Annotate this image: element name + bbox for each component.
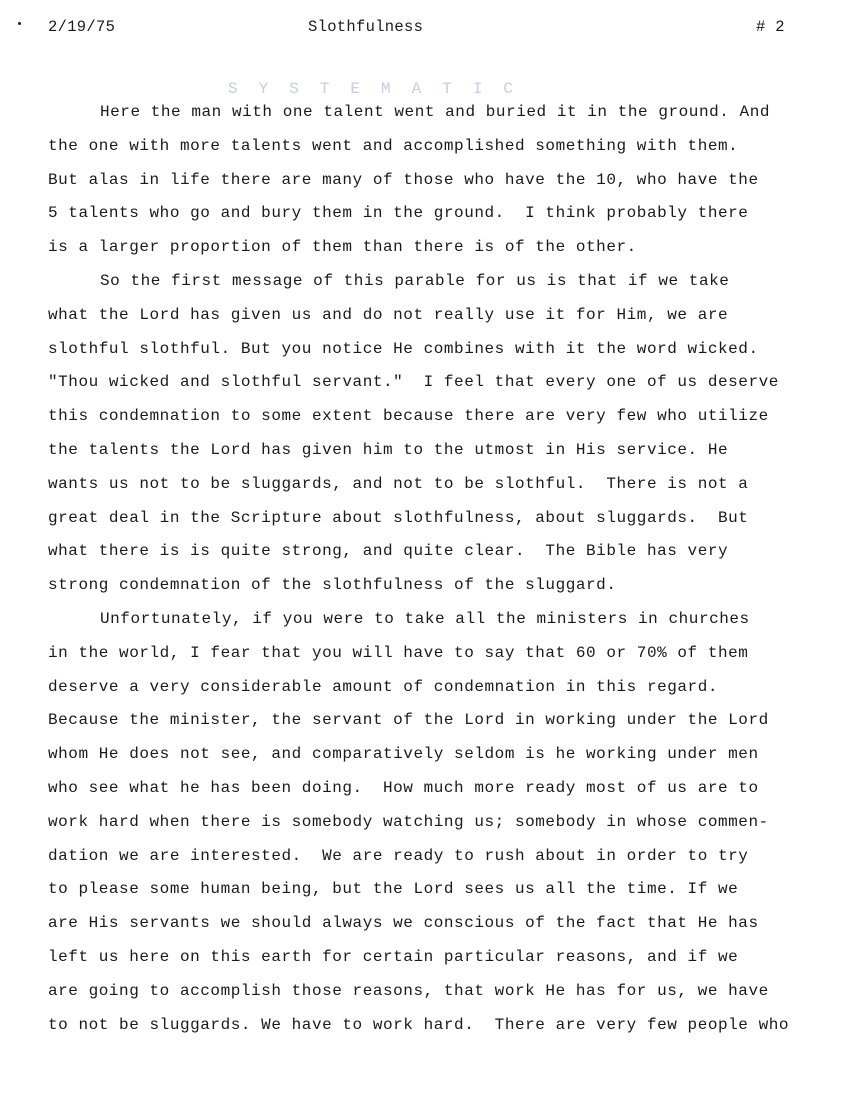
text-line: the one with more talents went and accomplished something with them. [48, 136, 739, 155]
text-line: in the world, I fear that you will have to say that 60 or 70% of them [48, 643, 749, 662]
margin-dot [18, 22, 21, 25]
text-line: deserve a very considerable amount of condemnation in this regard. [48, 677, 719, 696]
text-line: who see what he has been doing. How much more ready most of us are to [48, 778, 759, 797]
text-line: So the first message of this parable for us is that if we take [100, 271, 730, 290]
text-line: dation we are interested. We are ready to rush about in order to try [48, 846, 749, 865]
text-line: wants us not to be sluggards, and not to be slothful. There is not a [48, 474, 749, 493]
text-line: whom He does not see, and comparatively seldom is he working under men [48, 745, 759, 764]
show-through-text: SYSTEMATIC [228, 80, 535, 98]
text-line: Here the man with one talent went and buried it in the ground. And [100, 103, 771, 121]
text-line: are going to accomplish those reasons, that work He has for us, we have [48, 981, 769, 1000]
text-line: is a larger proportion of them than there is of the other. [48, 238, 637, 257]
text-line: what there is is quite strong, and quite clear. The Bible has very [48, 542, 729, 561]
text-line: great deal in the Scripture about slothfulness, about sluggards. But [48, 508, 749, 527]
text-line: the talents the Lord has given him to the utmost in His service. He [48, 440, 729, 459]
text-line: work hard when there is somebody watching us; somebody in whose commen- [48, 812, 769, 831]
header-page-number: # 2 [756, 18, 785, 36]
header-title: Slothfulness [308, 18, 424, 36]
text-line: Unfortunately, if you were to take all the ministers in churches [100, 609, 750, 628]
document-body [48, 96, 808, 1042]
text-line: 5 talents who go and bury them in the ground. I think probably there [48, 204, 749, 223]
text-line: strong condemnation of the slothfulness of the sluggard. [48, 576, 617, 595]
text-line: Because the minister, the servant of the Lord in working under the Lord [48, 711, 769, 730]
text-line: what the Lord has given us and do not really use it for Him, we are [48, 305, 729, 324]
text-line: are His servants we should always we conscious of the fact that He has [48, 914, 759, 933]
text-line: slothful slothful. But you notice He combines with it the word wicked. [48, 339, 759, 358]
text-line: left us here on this earth for certain particular reasons, and if we [48, 947, 739, 966]
text-line: this condemnation to some extent because there are very few who utilize [48, 407, 769, 426]
text-line: But alas in life there are many of those who have the 10, who have the [48, 170, 759, 189]
header-date: 2/19/75 [48, 18, 116, 36]
text-line: to not be sluggards. We have to work hard. There are very few people who [48, 1015, 790, 1034]
text-line: to please some human being, but the Lord sees us all the time. If we [48, 880, 739, 899]
text-line: "Thou wicked and slothful servant." I feel that every one of us deserve [48, 373, 779, 392]
